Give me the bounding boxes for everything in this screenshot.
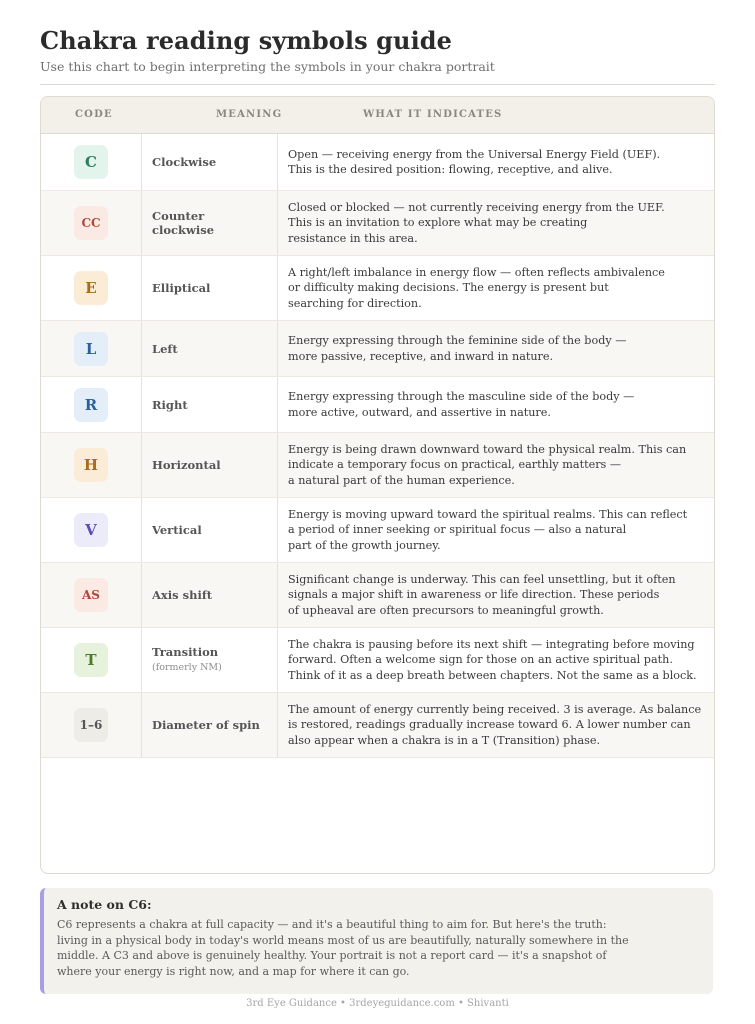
code-badge: E	[74, 271, 108, 305]
description-cell	[278, 498, 714, 562]
description-line: part of the growth journey.	[288, 538, 441, 552]
description-line: Energy is moving upward toward the spiritual realms. This can reflect	[288, 507, 688, 521]
table-row	[41, 693, 714, 758]
column-header-code: CODE	[75, 109, 113, 120]
meaning-label: Vertical	[152, 523, 202, 537]
description-line: resistance in this area.	[288, 231, 418, 245]
note-line: living in a physical body in today's world means most of us are beautifully, naturally somewhere in the	[57, 933, 629, 947]
description-cell	[278, 377, 714, 432]
description-line: A right/left imbalance in energy flow — often reflects ambivalence	[288, 265, 665, 279]
description-line: of upheaval are often precursors to meaningful growth.	[288, 603, 604, 617]
column-header-what-it-indicates: WHAT IT INDICATES	[363, 109, 503, 120]
description-line: is restored, readings gradually increase toward 6. A lower number can	[288, 718, 691, 732]
meaning-cell	[142, 563, 278, 627]
meaning-cell	[142, 256, 278, 320]
table-row	[41, 321, 714, 377]
header-divider	[40, 84, 715, 85]
description-line: Energy expressing through the feminine side of the body —	[288, 334, 627, 348]
description-cell	[278, 628, 714, 692]
description-line: This is an invitation to explore what may be creating	[288, 216, 588, 230]
page-subtitle: Use this chart to begin interpreting the symbols in your chakra portrait	[40, 59, 495, 74]
meaning-cell	[142, 693, 278, 757]
c6-note-callout	[40, 888, 713, 994]
code-cell	[41, 628, 142, 692]
description-line: signals a major shift in awareness or life direction. These periods	[288, 588, 660, 602]
code-badge: H	[74, 448, 108, 482]
code-badge: V	[74, 513, 108, 547]
meaning-label: Horizontal	[152, 458, 221, 472]
code-badge: L	[74, 332, 108, 366]
code-badge: AS	[74, 578, 108, 612]
table-row	[41, 256, 714, 321]
code-cell	[41, 498, 142, 562]
meaning-cell	[142, 628, 278, 692]
description-line: indicate a temporary focus on practical, earthly matters —	[288, 458, 622, 472]
description-line: forward. Often a welcome sign for those on an active spiritual path.	[288, 653, 673, 667]
table-row	[41, 498, 714, 563]
note-line: where your energy is right now, and a map for where it can go.	[57, 964, 410, 978]
description-line: Significant change is underway. This can feel unsettling, but it often	[288, 572, 676, 586]
meaning-label: Axis shift	[152, 588, 213, 602]
description-cell	[278, 433, 714, 497]
code-badge: 1–6	[74, 708, 108, 742]
meaning-label: Counter	[152, 209, 205, 223]
code-badge: T	[74, 643, 108, 677]
page-title: Chakra reading symbols guide	[40, 26, 453, 55]
table-row	[41, 433, 714, 498]
description-line: Closed or blocked — not currently receiving energy from the UEF.	[288, 200, 665, 214]
note-title: A note on C6:	[57, 897, 152, 912]
description-line: The amount of energy currently being received. 3 is average. As balance	[288, 702, 702, 716]
description-line: Energy is being drawn downward toward the physical realm. This can	[288, 442, 687, 456]
meaning-cell	[142, 191, 278, 255]
table-row	[41, 563, 714, 628]
description-line: Open — receiving energy from the Universal Energy Field (UEF).	[288, 147, 661, 161]
code-cell	[41, 191, 142, 255]
description-cell	[278, 256, 714, 320]
description-cell	[278, 134, 714, 190]
meaning-label: Elliptical	[152, 281, 211, 295]
meaning-label: Left	[152, 341, 178, 356]
code-badge: C	[74, 145, 108, 179]
description-line: or difficulty making decisions. The energy is present but	[288, 281, 609, 295]
description-line: also appear when a chakra is in a T (Transition) phase.	[288, 733, 601, 747]
description-cell	[278, 563, 714, 627]
description-cell	[278, 693, 714, 757]
meaning-cell	[142, 377, 278, 432]
code-cell	[41, 433, 142, 497]
table-body	[41, 134, 714, 758]
code-cell	[41, 256, 142, 320]
description-line: Energy expressing through the masculine side of the body —	[288, 390, 635, 404]
description-cell	[278, 191, 714, 255]
code-cell	[41, 321, 142, 376]
meaning-label: Transition	[152, 645, 219, 659]
code-badge: R	[74, 388, 108, 422]
meaning-cell	[142, 134, 278, 190]
footer-credits: 3rd Eye Guidance • 3rdeyeguidance.com • Shivanti	[246, 998, 509, 1009]
code-cell	[41, 563, 142, 627]
table-header	[41, 97, 714, 134]
table-row	[41, 377, 714, 433]
table-row	[41, 134, 714, 191]
description-line: This is the desired position: flowing, receptive, and alive.	[288, 163, 613, 176]
symbols-table	[40, 96, 715, 874]
meaning-sublabel: (formerly NM)	[152, 662, 222, 673]
description-line: Think of it as a deep breath between chapters. Not the same as a block.	[288, 668, 697, 682]
description-line: more passive, receptive, and inward in nature.	[288, 349, 554, 363]
meaning-cell	[142, 433, 278, 497]
note-line: middle. A C3 and above is genuinely healthy. Your portrait is not a report card — it's a snapshot of	[57, 949, 607, 962]
table-row	[41, 628, 714, 693]
meaning-cell	[142, 498, 278, 562]
code-cell	[41, 693, 142, 757]
meaning-label: clockwise	[152, 223, 215, 237]
column-header-meaning: MEANING	[216, 109, 283, 120]
note-line: C6 represents a chakra at full capacity — and it's a beautiful thing to aim for. But here's the truth:	[57, 918, 607, 931]
meaning-label: Diameter of spin	[152, 718, 260, 732]
code-cell	[41, 377, 142, 432]
description-cell	[278, 321, 714, 376]
meaning-label: Clockwise	[152, 155, 217, 169]
table-row	[41, 191, 714, 256]
code-cell	[41, 134, 142, 190]
code-badge: CC	[74, 206, 108, 240]
description-line: searching for direction.	[288, 296, 422, 310]
description-line: a period of inner seeking or spiritual focus — also a natural	[288, 523, 627, 537]
description-line: more active, outward, and assertive in nature.	[288, 405, 551, 419]
note-body	[57, 917, 699, 979]
meaning-cell	[142, 321, 278, 376]
meaning-label: Right	[152, 397, 188, 412]
description-line: The chakra is pausing before its next shift — integrating before moving	[288, 637, 695, 651]
description-line: a natural part of the human experience.	[288, 473, 515, 487]
